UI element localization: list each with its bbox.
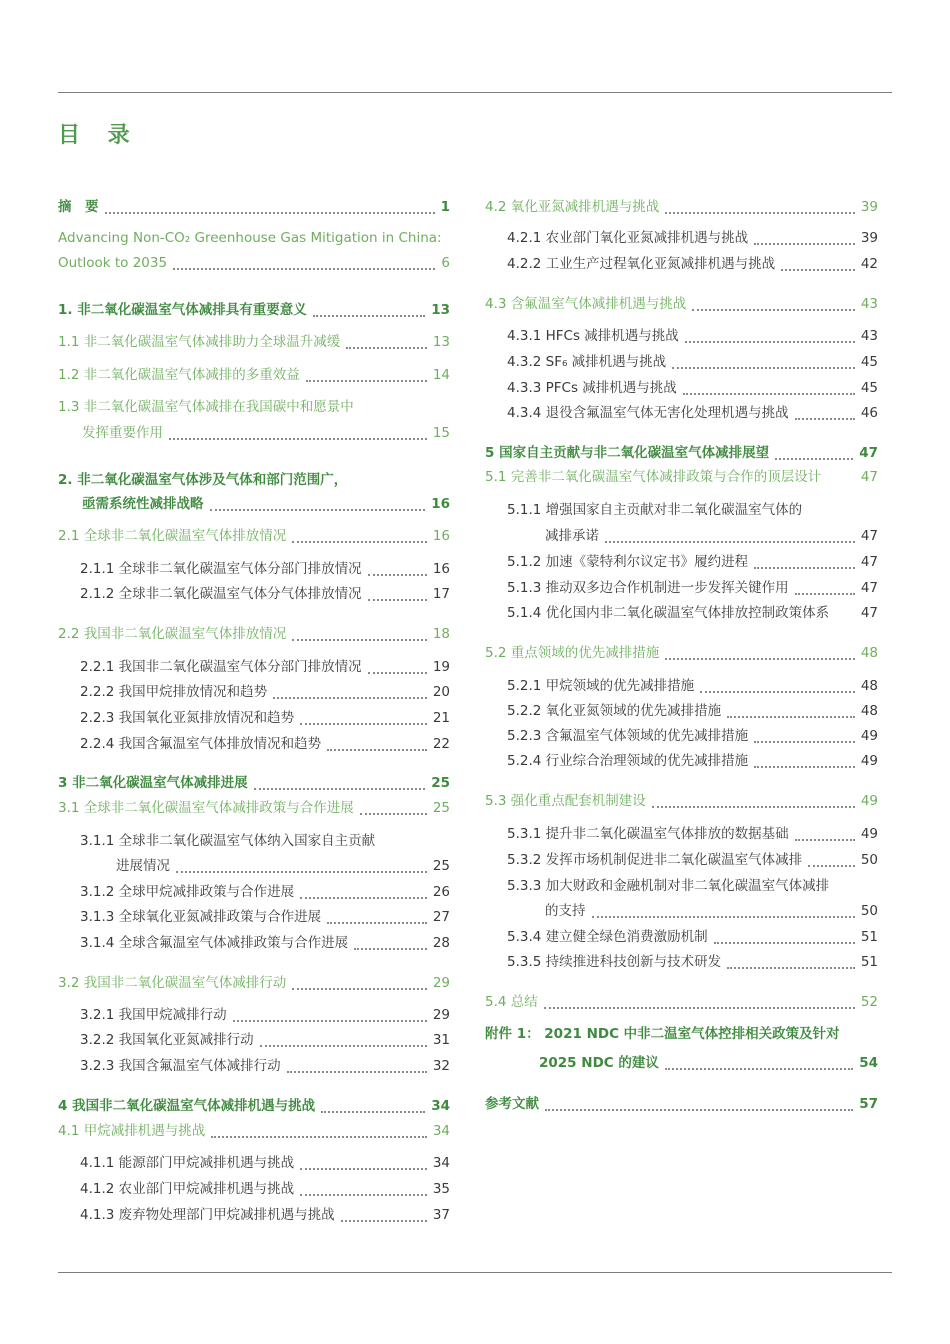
toc-entry-title: 3.1 全球非二氧化碳温室气体减排政策与合作进展 (58, 800, 354, 816)
dot-leader (727, 706, 855, 718)
toc-entry-page: 49 (860, 728, 878, 744)
toc-entry-page: 21 (432, 710, 450, 726)
toc-entry-title: 3.1.3 全球氧化亚氮减排政策与合作进展 (80, 909, 322, 925)
toc-entry-page: 48 (860, 703, 878, 719)
toc-entry-title: 2.1 全球非二氧化碳温室气体排放情况 (58, 528, 287, 544)
toc-entry-title: 亟需系统性减排战略 (82, 496, 204, 512)
toc-entry[interactable] (485, 444, 878, 462)
toc-entry-title: 2.2.3 我国氧化亚氮排放情况和趋势 (80, 710, 295, 726)
toc-entry-title: 4.3.1 HFCs 减排机遇与挑战 (507, 328, 679, 344)
toc-entry-page: 51 (860, 929, 878, 945)
toc-entry-title: 2.2.2 我国甲烷排放情况和趋势 (80, 684, 268, 700)
toc-entry[interactable] (485, 604, 878, 622)
toc-entry-page: 45 (860, 380, 878, 396)
toc-entry[interactable] (58, 1180, 450, 1198)
dot-leader (273, 687, 427, 699)
dot-leader (592, 906, 855, 918)
toc-entry[interactable] (485, 198, 878, 216)
toc-entry-page: 34 (432, 1155, 450, 1171)
dot-leader (327, 912, 427, 924)
toc-entry[interactable] (58, 683, 450, 701)
toc-entry-title: 4.3.4 退役含氟温室气体无害化处理机遇与挑战 (507, 405, 789, 421)
toc-entry[interactable] (485, 327, 878, 345)
toc-entry-title: 3.2 我国非二氧化碳温室气体减排行动 (58, 975, 287, 991)
page-title: 目 录 (58, 123, 140, 148)
toc-entry[interactable] (58, 424, 450, 442)
toc-entry-title: 5.2.2 氧化亚氮领域的优先减排措施 (507, 703, 722, 719)
toc-entry[interactable] (485, 353, 878, 371)
toc-entry[interactable] (485, 404, 878, 422)
toc-entry-title: 2.2.1 我国非二氧化碳温室气体分部门排放情况 (80, 659, 362, 675)
toc-entry[interactable] (58, 709, 450, 727)
dot-leader (210, 499, 426, 511)
dot-leader (176, 861, 427, 873)
toc-entry-page: 19 (432, 659, 450, 675)
top-rule (58, 92, 892, 93)
dot-leader (754, 233, 855, 245)
toc-entry-title: 4.1.1 能源部门甲烷减排机遇与挑战 (80, 1155, 295, 1171)
toc-entry[interactable] (58, 527, 450, 545)
toc-entry-title: 4 我国非二氧化碳温室气体减排机遇与挑战 (58, 1098, 316, 1114)
toc-entry-title: 1.3 非二氧化碳温室气体减排在我国碳中和愿景中 (58, 399, 354, 415)
toc-entry-title: 5 国家自主贡献与非二氧化碳温室气体减排展望 (485, 445, 770, 461)
toc-entry-page: 51 (860, 954, 878, 970)
toc-entry-title: 进展情况 (116, 858, 170, 874)
toc-entry[interactable] (58, 908, 450, 926)
toc-entry[interactable] (485, 255, 878, 273)
toc-entry-page: 47 (860, 469, 878, 485)
toc-entry[interactable] (58, 832, 450, 850)
toc-entry-title: 5.2.3 含氟温室气体领域的优先减排措施 (507, 728, 749, 744)
toc-entry-page: 50 (860, 903, 878, 919)
toc-entry[interactable] (485, 553, 878, 571)
toc-entry-title: 3.1.2 全球甲烷减排政策与合作进展 (80, 884, 295, 900)
toc-entry[interactable] (58, 934, 450, 952)
toc-entry-page: 34 (432, 1123, 450, 1139)
toc-entry-page: 25 (432, 800, 450, 816)
toc-entry-page: 20 (432, 684, 450, 700)
toc-entry-title: 5.1.2 加速《蒙特利尔议定书》履约进程 (507, 554, 749, 570)
toc-entry[interactable] (58, 471, 450, 489)
dot-leader (169, 428, 427, 440)
toc-entry[interactable] (485, 877, 878, 895)
toc-entry-page: 54 (859, 1055, 878, 1071)
toc-entry-page: 1 (440, 199, 450, 215)
toc-entry-page: 46 (860, 405, 878, 421)
toc-entry-page: 26 (432, 884, 450, 900)
toc-entry[interactable] (485, 229, 878, 247)
dot-leader (292, 978, 427, 990)
toc-entry-page: 37 (432, 1207, 450, 1223)
dot-leader (795, 829, 855, 841)
toc-entry-page: 14 (432, 367, 450, 383)
dot-leader (545, 1099, 853, 1111)
toc-entry-title: 2.2 我国非二氧化碳温室气体排放情况 (58, 626, 287, 642)
toc-entry[interactable] (58, 495, 450, 513)
dot-leader (665, 1058, 853, 1070)
toc-entry[interactable] (58, 1154, 450, 1172)
dot-leader (211, 1126, 427, 1138)
toc-entry[interactable] (58, 774, 450, 792)
toc-entry-title: 5.3.2 发挥市场机制促进非二氧化碳温室气体减排 (507, 852, 803, 868)
dot-leader (727, 957, 855, 969)
dot-leader (605, 531, 855, 543)
toc-entry[interactable] (58, 333, 450, 351)
dot-leader (368, 662, 427, 674)
toc-entry[interactable] (485, 677, 878, 695)
toc-entry-page: 32 (432, 1058, 450, 1074)
toc-entry-title: 2. 非二氧化碳温室气体涉及气体和部门范围广， (58, 472, 348, 488)
dot-leader (287, 1061, 427, 1073)
dot-leader (368, 589, 427, 601)
toc-entry-title: 5.1.1 增强国家自主贡献对非二氧化碳温室气体的 (507, 502, 803, 518)
toc-entry[interactable] (58, 1057, 450, 1075)
dot-leader (692, 299, 855, 311)
dot-leader (652, 796, 855, 808)
bottom-rule (58, 1272, 892, 1273)
dot-leader (233, 1010, 427, 1022)
dot-leader (795, 408, 855, 420)
dot-leader (683, 383, 855, 395)
toc-entry-page: 28 (432, 935, 450, 951)
toc-entry[interactable] (485, 501, 878, 519)
toc-entry[interactable] (58, 254, 450, 272)
toc-entry[interactable] (58, 585, 450, 603)
toc-entry-page: 47 (860, 605, 878, 621)
toc-entry-page: 13 (431, 302, 450, 318)
toc-entry-page: 17 (432, 586, 450, 602)
toc-entry-title: 1.1 非二氧化碳温室气体减排助力全球温升减缓 (58, 334, 341, 350)
toc-entry-page: 25 (432, 858, 450, 874)
toc-entry-page: 16 (432, 561, 450, 577)
toc-entry[interactable] (58, 198, 450, 216)
dot-leader (714, 932, 855, 944)
toc-entry-page: 39 (860, 230, 878, 246)
toc-entry-title: 2025 NDC 的建议 (539, 1055, 659, 1071)
toc-entry-title: 5.2.1 甲烷领域的优先减排措施 (507, 678, 695, 694)
toc-entry[interactable] (485, 792, 878, 810)
toc-entry-page: 35 (432, 1181, 450, 1197)
toc-entry[interactable] (58, 735, 450, 753)
toc-entry-page: 6 (441, 255, 450, 271)
toc-entry-title: 1. 非二氧化碳温室气体减排具有重要意义 (58, 302, 307, 318)
dot-leader (300, 713, 427, 725)
toc-entry-page: 13 (432, 334, 450, 350)
toc-entry-title: 3.2.2 我国氧化亚氮减排行动 (80, 1032, 254, 1048)
dot-leader (665, 648, 855, 660)
toc-entry-title: Advancing Non-CO₂ Greenhouse Gas Mitigation in China: (58, 230, 442, 246)
toc-entry[interactable] (58, 301, 450, 319)
toc-entry-title: 5.3.5 持续推进科技创新与技术研发 (507, 954, 722, 970)
toc-entry-title: 5.3.4 建立健全绿色消费激励机制 (507, 929, 708, 945)
toc-entry-page: 50 (860, 852, 878, 868)
dot-leader (795, 583, 855, 595)
toc-entry[interactable] (485, 928, 878, 946)
toc-entry-title: 4.3.2 SF₆ 减排机遇与挑战 (507, 354, 667, 370)
toc-entry[interactable] (485, 727, 878, 745)
dot-leader (306, 370, 427, 382)
toc-entry[interactable] (485, 1095, 878, 1113)
toc-entry-title: 发挥重要作用 (82, 425, 163, 441)
toc-entry-page: 42 (860, 256, 878, 272)
toc-entry[interactable] (485, 468, 878, 486)
toc-entry-page: 16 (431, 496, 450, 512)
toc-entry-title: 的支持 (545, 903, 586, 919)
toc-entry-page: 48 (860, 678, 878, 694)
toc-entry-page: 27 (432, 909, 450, 925)
toc-entry[interactable] (58, 625, 450, 643)
toc-entry[interactable] (58, 229, 450, 247)
toc-entry-page: 16 (432, 528, 450, 544)
toc-entry-title: 4.1 甲烷减排机遇与挑战 (58, 1123, 206, 1139)
dot-leader (781, 259, 855, 271)
dot-leader (300, 1158, 427, 1170)
dot-leader (300, 887, 427, 899)
toc-entry-title: 5.4 总结 (485, 994, 538, 1010)
toc-entry-page: 22 (432, 736, 450, 752)
toc-entry-title: 2.1.2 全球非二氧化碳温室气体分气体排放情况 (80, 586, 362, 602)
dot-leader (754, 557, 855, 569)
toc-entry-page: 43 (860, 296, 878, 312)
toc-entry-title: 2.1.1 全球非二氧化碳温室气体分部门排放情况 (80, 561, 362, 577)
toc-entry-title: 5.1 完善非二氧化碳温室气体减排政策与合作的顶层设计 (485, 469, 822, 485)
toc-entry-title: 附件 1： 2021 NDC 中非二温室气体控排相关政策及针对 (485, 1026, 840, 1042)
toc-entry-title: 4.2.1 农业部门氧化亚氮减排机遇与挑战 (507, 230, 749, 246)
toc-entry-title: 3.2.3 我国含氟温室气体减排行动 (80, 1058, 281, 1074)
dot-leader (544, 997, 855, 1009)
toc-entry[interactable] (485, 1025, 878, 1043)
toc-entry-page: 47 (860, 580, 878, 596)
dot-leader (354, 938, 427, 950)
toc-entry-title: 4.1.3 废弃物处理部门甲烷减排机遇与挑战 (80, 1207, 335, 1223)
toc-entry[interactable] (485, 379, 878, 397)
toc-entry-title: 5.1.3 推动双多边合作机制进一步发挥关键作用 (507, 580, 789, 596)
dot-leader (754, 756, 855, 768)
toc-entry-title: 3.1.1 全球非二氧化碳温室气体纳入国家自主贡献 (80, 833, 376, 849)
toc-entry-title: 3.2.1 我国甲烷减排行动 (80, 1007, 227, 1023)
toc-entry-page: 57 (859, 1096, 878, 1112)
toc-entry[interactable] (58, 1206, 450, 1224)
toc-entry[interactable] (58, 799, 450, 817)
toc-entry-title: Outlook to 2035 (58, 255, 168, 271)
toc-entry-title: 5.3.3 加大财政和金融机制对非二氧化碳温室气体减排 (507, 878, 830, 894)
dot-leader (341, 1210, 427, 1222)
toc-entry[interactable] (58, 658, 450, 676)
toc-entry-title: 4.2 氧化亚氮减排机遇与挑战 (485, 199, 660, 215)
dot-leader (292, 629, 427, 641)
toc-entry[interactable] (58, 560, 450, 578)
toc-entry-title: 3 非二氧化碳温室气体减排进展 (58, 775, 248, 791)
dot-leader (775, 448, 853, 460)
toc-entry-title: 5.2 重点领域的优先减排措施 (485, 645, 660, 661)
toc-entry-page: 48 (860, 645, 878, 661)
toc-entry[interactable] (485, 851, 878, 869)
dot-leader (685, 331, 855, 343)
dot-leader (672, 357, 855, 369)
toc-entry-title: 4.2.2 工业生产过程氧化亚氮减排机遇与挑战 (507, 256, 776, 272)
dot-leader (292, 531, 427, 543)
toc-entry-page: 39 (860, 199, 878, 215)
toc-entry[interactable] (58, 883, 450, 901)
dot-leader (260, 1035, 427, 1047)
toc-entry-title: 5.1.4 优化国内非二氧化碳温室气体排放控制政策体系 (507, 605, 830, 621)
dot-leader (665, 202, 855, 214)
toc-entry-page: 47 (859, 445, 878, 461)
dot-leader (754, 731, 855, 743)
toc-entry[interactable] (58, 1031, 450, 1049)
toc-entry[interactable] (58, 1006, 450, 1024)
toc-entry[interactable] (485, 579, 878, 597)
toc-entry[interactable] (485, 527, 878, 545)
dot-leader (327, 739, 427, 751)
toc-entry[interactable] (485, 993, 878, 1011)
toc-entry-title: 5.3.1 提升非二氧化碳温室气体排放的数据基础 (507, 826, 789, 842)
toc-entry[interactable] (485, 1054, 878, 1072)
dot-leader (300, 1184, 427, 1196)
toc-entry-title: 参考文献 (485, 1096, 539, 1112)
toc-entry-title: 4.1.2 农业部门甲烷减排机遇与挑战 (80, 1181, 295, 1197)
toc-entry-title: 4.3.3 PFCs 减排机遇与挑战 (507, 380, 677, 396)
toc-entry-title: 5.2.4 行业综合治理领域的优先减排措施 (507, 753, 749, 769)
toc-entry[interactable] (485, 825, 878, 843)
toc-entry-page: 47 (860, 554, 878, 570)
toc-entry[interactable] (58, 1097, 450, 1115)
dot-leader (360, 803, 427, 815)
toc-entry-title: 摘 要 (58, 199, 99, 215)
toc-entry[interactable] (485, 644, 878, 662)
toc-entry-title: 减排承诺 (545, 528, 599, 544)
toc-entry-page: 18 (432, 626, 450, 642)
toc-entry-page: 15 (432, 425, 450, 441)
toc-entry-page: 25 (431, 775, 450, 791)
toc-entry[interactable] (58, 398, 450, 416)
toc-entry-page: 49 (860, 753, 878, 769)
toc-entry-page: 45 (860, 354, 878, 370)
dot-leader (808, 855, 855, 867)
toc-entry-page: 43 (860, 328, 878, 344)
dot-leader (105, 202, 435, 214)
toc-entry-page: 34 (431, 1098, 450, 1114)
dot-leader (346, 337, 427, 349)
dot-leader (321, 1101, 425, 1113)
toc-entry[interactable] (58, 366, 450, 384)
toc-entry-title: 1.2 非二氧化碳温室气体减排的多重效益 (58, 367, 300, 383)
dot-leader (254, 778, 426, 790)
toc-entry-page: 49 (860, 793, 878, 809)
toc-entry[interactable] (485, 752, 878, 770)
toc-entry-title: 2.2.4 我国含氟温室气体排放情况和趋势 (80, 736, 322, 752)
toc-entry-page: 29 (432, 975, 450, 991)
toc-entry[interactable] (485, 295, 878, 313)
toc-entry[interactable] (58, 1122, 450, 1140)
toc-entry[interactable] (485, 953, 878, 971)
toc-entry-page: 29 (432, 1007, 450, 1023)
toc-entry[interactable] (58, 974, 450, 992)
toc-entry-page: 49 (860, 826, 878, 842)
dot-leader (368, 564, 427, 576)
toc-entry-title: 5.3 强化重点配套机制建设 (485, 793, 646, 809)
toc-entry[interactable] (58, 857, 450, 875)
toc-entry-page: 31 (432, 1032, 450, 1048)
toc-entry-page: 52 (860, 994, 878, 1010)
toc-entry[interactable] (485, 902, 878, 920)
toc-entry[interactable] (485, 702, 878, 720)
toc-entry-title: 4.3 含氟温室气体减排机遇与挑战 (485, 296, 687, 312)
dot-leader (700, 681, 855, 693)
toc-entry-title: 3.1.4 全球含氟温室气体减排政策与合作进展 (80, 935, 349, 951)
dot-leader (173, 258, 435, 270)
toc-entry-page: 47 (860, 528, 878, 544)
dot-leader (313, 305, 425, 317)
